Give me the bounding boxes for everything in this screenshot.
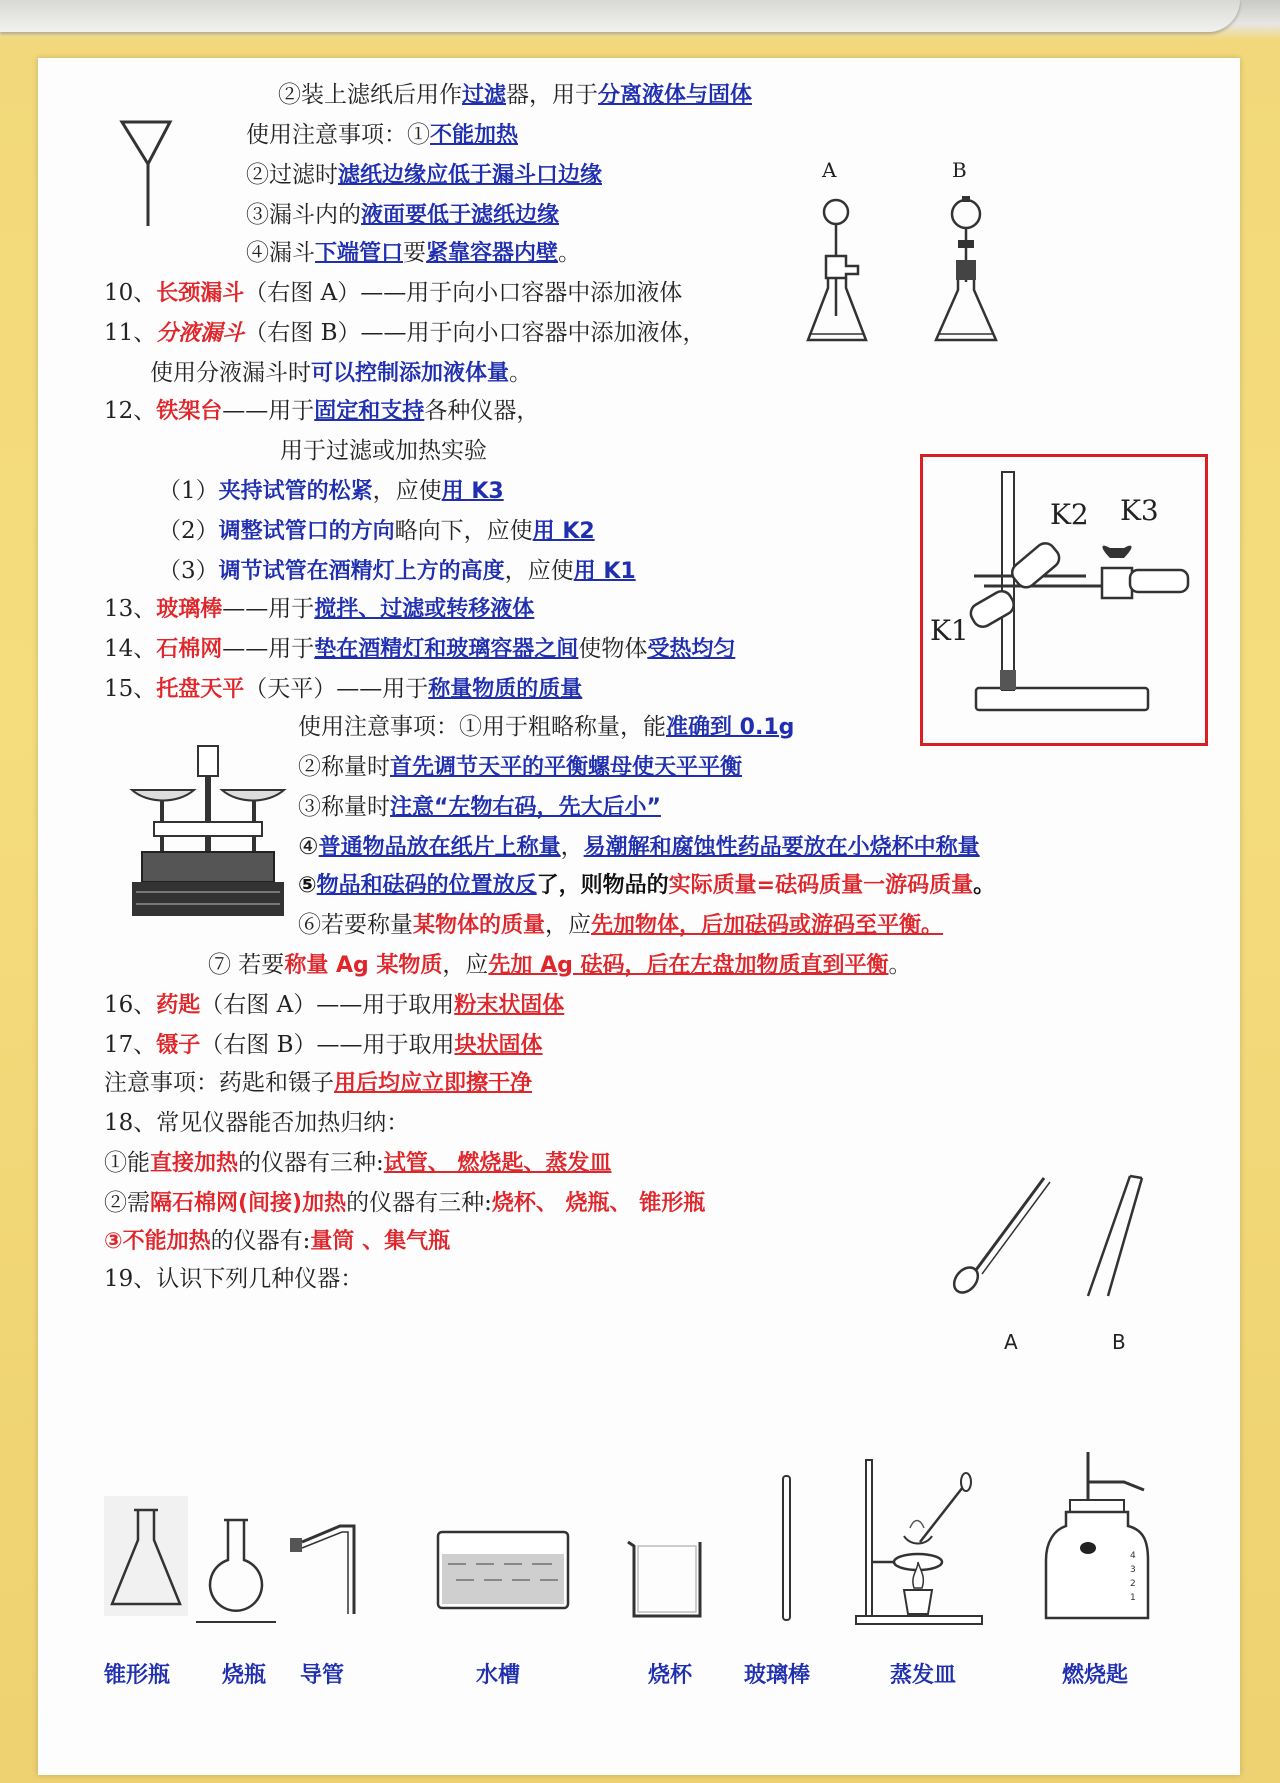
item-11-line-2: 使用分液漏斗时可以控制添加液体量。: [150, 360, 533, 386]
funnel-note-4: ③漏斗内的液面要低于滤纸边缘: [246, 202, 560, 228]
caption-water-trough: 水槽: [476, 1663, 521, 1688]
balance-note-1: 使用注意事项：①用于粗略称量，能准确到 0.1g: [298, 714, 795, 740]
figure-label-k1: K1: [930, 614, 969, 647]
svg-text:4: 4: [1130, 1551, 1136, 1561]
funnel-note-3: ②过滤时滤纸边缘应低于漏斗口边缘: [246, 162, 603, 188]
caption-conical-flask: 锥形瓶: [104, 1663, 171, 1688]
glass-rod-icon: [780, 1474, 794, 1624]
delivery-tube-icon: [286, 1520, 366, 1616]
balance-note-4: ④普通物品放在纸片上称量，易潮解和腐蚀性药品要放在小烧杯中称量: [298, 834, 980, 860]
balance-note-6: ⑥若要称量某物体的质量，应先加物体，后加砝码或游码至平衡。: [298, 912, 944, 938]
item-18-line-2: ②需隔石棉网(间接)加热的仪器有三种:烧杯、 烧瓶、 锥形瓶: [104, 1190, 706, 1216]
balance-note-3: ③称量时注意“左物右码，先大后小”: [298, 794, 661, 820]
clipboard-clip: [0, 0, 1240, 32]
water-trough-icon: [436, 1530, 570, 1610]
item-11: 11、分液漏斗（右图 B）——用于向小口容器中添加液体，: [104, 320, 706, 346]
beaker-icon: [624, 1536, 710, 1622]
item-18-line-1: ①能直接加热的仪器有三种:试管、 燃烧匙、蒸发皿: [104, 1150, 612, 1176]
caption-round-flask: 烧瓶: [222, 1663, 267, 1688]
item-12-step-2: （2）调整试管口的方向略向下，应使用 K2: [158, 518, 595, 544]
conical-flask-icon: [104, 1496, 188, 1616]
figure-label-tweezers-b: B: [1112, 1330, 1126, 1354]
funnel-note-2: 使用注意事项：①不能加热: [246, 122, 519, 148]
item-16: 16、药匙（右图 A）——用于取用粉末状固体: [104, 992, 565, 1018]
item-10: 10、长颈漏斗（右图 A）——用于向小口容器中添加液体: [104, 280, 683, 306]
item-19: 19、认识下列几种仪器：: [104, 1266, 364, 1292]
item-12: 12、铁架台——用于固定和支持各种仪器，: [104, 398, 540, 424]
figure-label-k3: K3: [1120, 494, 1159, 527]
svg-text:2: 2: [1130, 1579, 1136, 1589]
caption-beaker: 烧杯: [648, 1663, 693, 1688]
figure-label-a: A: [822, 158, 837, 182]
caption-glass-rod: 玻璃棒: [744, 1663, 811, 1688]
separatory-funnel-flask-icon: [928, 196, 1008, 346]
funnel-note-1: ②装上滤纸后用作过滤器，用于分离液体与固体: [278, 82, 753, 108]
funnel-note-5: ④漏斗下端管口要紧靠容器内壁。: [246, 240, 582, 266]
balance-note-7: ⑦ 若要称量 Ag 某物质，应先加 Ag 砝码，后在左盘加物质直到平衡。: [208, 952, 912, 978]
balance-scale-icon: [128, 742, 288, 922]
balance-note-5: ⑤物品和砝码的位置放反了，则物品的实际质量=砝码质量一游码质量。: [298, 873, 996, 898]
evaporating-dish-icon: [854, 1458, 984, 1626]
item-17: 17、镊子（右图 B）——用于取用块状固体: [104, 1032, 543, 1058]
item-14: 14、石棉网——用于垫在酒精灯和玻璃容器之间使物体受热均匀: [104, 636, 736, 662]
figure-label-k2: K2: [1050, 498, 1089, 531]
tweezers-icon: [1078, 1172, 1148, 1302]
svg-text:3: 3: [1130, 1565, 1136, 1575]
worksheet-paper: [38, 58, 1240, 1775]
item-18: 18、常见仪器能否加热归纳：: [104, 1110, 410, 1136]
funnel-icon: [118, 118, 178, 228]
figure-label-b: B: [952, 158, 967, 182]
item-12-step-3: （3）调节试管在酒精灯上方的高度，应使用 K1: [158, 558, 636, 584]
caption-evaporating-dish: 蒸发皿: [890, 1663, 957, 1688]
item-15: 15、托盘天平（天平）——用于称量物质的质量: [104, 676, 583, 702]
svg-text:1: 1: [1130, 1593, 1136, 1603]
medicine-spoon-icon: [946, 1174, 1056, 1294]
item-12-line-2: 用于过滤或加热实验: [280, 438, 487, 464]
item-17-note: 注意事项：药匙和镊子用后均应立即擦干净: [104, 1070, 533, 1096]
caption-delivery-tube: 导管: [300, 1663, 345, 1688]
combustion-spoon-icon: [1044, 1450, 1164, 1626]
round-flask-icon: [196, 1518, 276, 1624]
figure-label-spoon-a: A: [1004, 1330, 1018, 1354]
balance-note-2: ②称量时首先调节天平的平衡螺母使天平平衡: [298, 754, 743, 780]
item-13: 13、玻璃棒——用于搅拌、过滤或转移液体: [104, 596, 535, 622]
caption-combustion-spoon: 燃烧匙: [1062, 1663, 1129, 1688]
item-12-step-1: （1）夹持试管的松紧，应使用 K3: [158, 478, 504, 504]
item-18-line-3: ③不能加热的仪器有:量筒 、集气瓶: [104, 1228, 451, 1254]
long-neck-funnel-flask-icon: [802, 196, 882, 346]
